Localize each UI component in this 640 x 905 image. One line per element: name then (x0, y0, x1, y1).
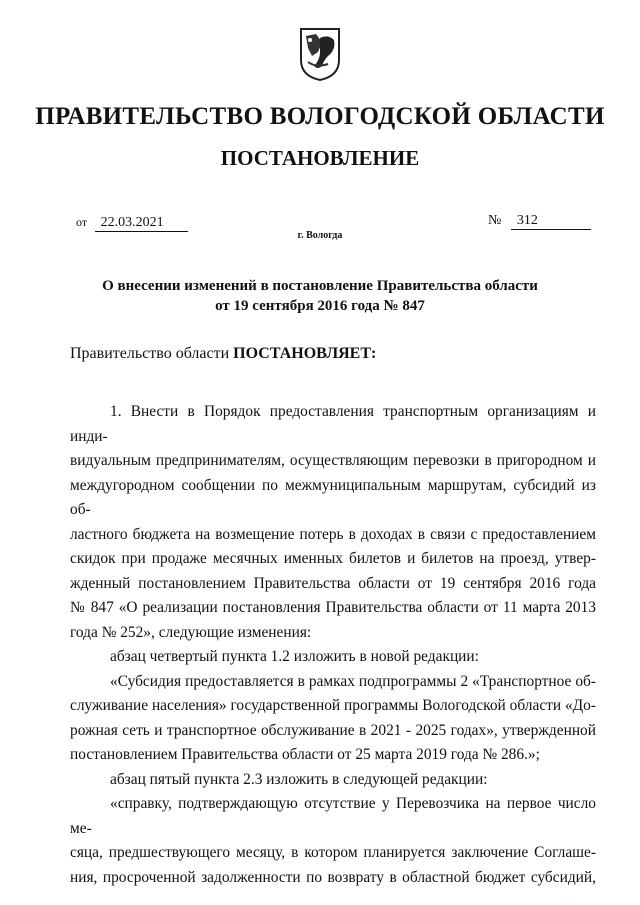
preamble-text: Правительство области (70, 345, 234, 362)
organization-title: ПРАВИТЕЛЬСТВО ВОЛОГОДСКОЙ ОБЛАСТИ (35, 103, 605, 130)
body-line: рожная сеть и транспортное обслуживание в 2021 - 2025 годах», утвержденной (70, 721, 596, 739)
document-heading (60, 276, 580, 316)
body-line: междугородном сообщении по межмуниципальным маршрутам, субсидий из об- (70, 476, 596, 518)
body-line: «Субсидия предоставляется в рамках подпрограммы 2 «Транспортное об- (110, 672, 596, 690)
number-prefix: № (488, 213, 502, 228)
body-line: жденный постановлением Правительства области от 19 сентября 2016 года (70, 574, 596, 592)
date-prefix: от (76, 215, 88, 229)
heading-line-1: О внесении изменений в постановление Правительства области (102, 278, 538, 294)
body-line: служивание населения» государственной программы Вологодской области «До- (70, 697, 596, 714)
document-body (70, 400, 596, 890)
preamble (70, 345, 376, 363)
document-type: ПОСТАНОВЛЕНИЕ (220, 146, 420, 170)
heading-line-2: от 19 сентября 2016 года № 847 (215, 298, 425, 314)
number-value: 312 (511, 213, 591, 230)
preamble-bold: ПОСТАНОВЛЯЕТ: (233, 345, 377, 362)
body-line: абзац четвертый пункта 1.2 изложить в новой редакции: (110, 648, 479, 665)
body-line: 1. Внести в Порядок предоставления транспортным организациям и инди- (70, 403, 596, 445)
body-line: постановлением Правительства области от 25 марта 2019 года № 286.»; (70, 746, 540, 763)
body-line: ния, просроченной задолженности по возврату в областной бюджет субсидий, (70, 868, 596, 886)
body-line: «справку, подтверждающую отсутствие у Перевозчика на первое число ме- (70, 795, 596, 837)
body-line: скидок при продаже месячных именных билетов и билетов на проезд, утвер- (70, 550, 596, 567)
body-line: ластного бюджета на возмещение потерь в доходах в связи с предоставлением (70, 525, 596, 543)
body-line: абзац пятый пункта 2.3 изложить в следующей редакции: (110, 770, 488, 788)
body-line: № 847 «О реализации постановления Правительства области от 11 марта 2013 (70, 599, 596, 616)
body-line: года № 252», следующие изменения: (70, 623, 312, 641)
body-line: сяца, предшествующего месяцу, в котором планируется заключение Соглаше- (70, 844, 596, 861)
footer-mark: · · (566, 896, 571, 901)
city-label: г. Вологда (297, 230, 343, 241)
body-line: видуальным предпринимателям, осуществляющим перевозки в пригородном и (70, 452, 596, 469)
number-field (488, 213, 591, 230)
date-value: 22.03.2021 (95, 215, 188, 232)
vologda-coat-of-arms-icon (298, 26, 342, 82)
